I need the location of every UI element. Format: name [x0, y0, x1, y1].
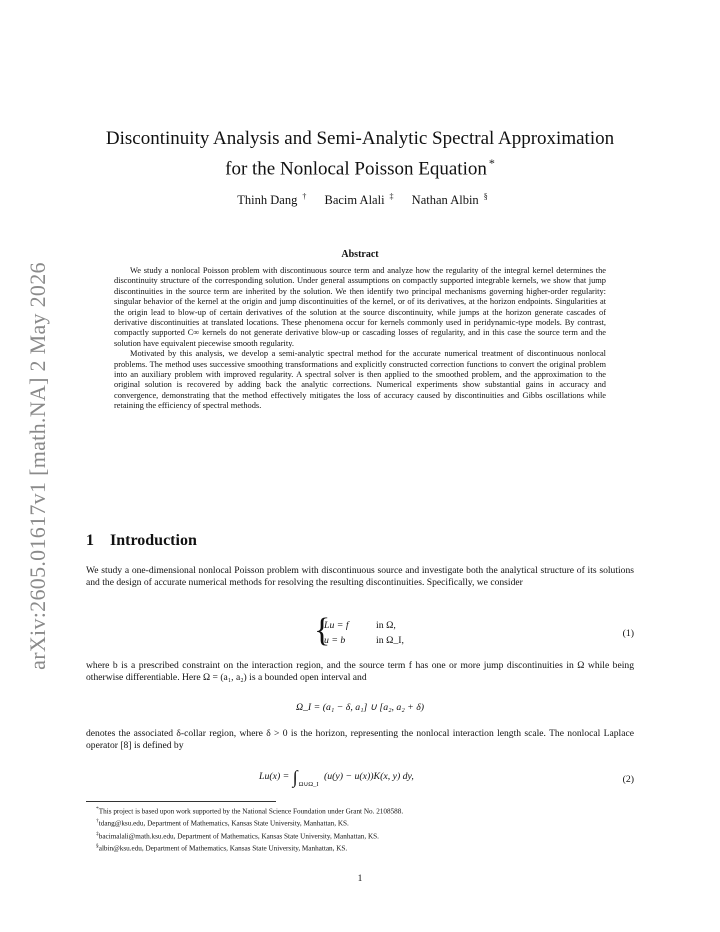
- title-line-1: Discontinuity Analysis and Semi-Analytic Spectral Approximation: [105, 128, 615, 149]
- equation-1-row-2-lhs: u = b: [324, 635, 346, 646]
- intro-paragraph-1-text: We study a one-dimensional nonlocal Poisson problem with discontinuous source and investigate both the analytical structure of its solutions and the design of accurate numerical methods for resolving the resulting discontinuities. Specifically, we consider: [86, 565, 634, 589]
- title-line-2: [60, 151, 660, 181]
- abstract-paragraph-2: Motivated by this analysis, we develop a semi-analytic spectral method for the accurate numerical treatment of discontinuous nonlocal problems. The method uses successive smoothing transformations and explicitly constructed correction functions to convert the original problem into an auxiliary problem with improved regularity. A spectral solver is then applied to the smoothed problem, and the approximation to the original solution is recovered by adding back the analytic corrections. Numerical experiments show substantial gains in accuracy and convergence, demonstrating that the method effectively mitigates the loss of accuracy caused by discontinuities and Gibbs oscillations while retaining the efficiency of spectral methods.: [114, 349, 606, 411]
- equation-omega-i: Ω_I = (a₁ − δ, a₁] ∪ [a₂, a₂ + δ): [295, 702, 425, 713]
- title-footnote-mark: *: [488, 156, 495, 170]
- author-mark: ‡: [389, 192, 394, 201]
- equation-2-label: (2): [622, 774, 634, 785]
- equation-2: [259, 767, 414, 788]
- author-name: Bacim Alali: [324, 193, 385, 208]
- footnotes: [96, 804, 403, 854]
- author: [319, 193, 393, 207]
- abstract-heading: Abstract: [341, 249, 379, 260]
- equation-1-row-2: [324, 635, 444, 646]
- author: [232, 193, 306, 207]
- footnote-mark: †: [96, 818, 99, 825]
- author-mark: †: [302, 192, 307, 201]
- section-heading: [86, 532, 197, 550]
- section-title: Introduction: [110, 532, 197, 549]
- equation-2-lhs: Lu(x) =: [259, 771, 290, 782]
- equation-1-row-2-rhs: in Ω_I,: [376, 635, 404, 646]
- equation-1-label: (1): [622, 628, 634, 639]
- intro-paragraph-3-text: denotes the associated δ-collar region, where δ > 0 is the horizon, representing the nonlocal interaction length scale. The nonlocal Laplace operator [8] is defined by: [86, 728, 634, 752]
- equation-1-row-1: [324, 620, 444, 631]
- intro-paragraph-2-text: where b is a prescribed constraint on the interaction region, and the source term f has one or more jump discontinuities in Ω while being otherwise differentiable. Here Ω = (a₁, a₂) is a bounded open interval and: [86, 660, 634, 684]
- author: [407, 193, 488, 207]
- intro-paragraph-1: [86, 565, 634, 589]
- author-mark: §: [483, 192, 488, 201]
- abstract-body: [114, 266, 606, 412]
- footnote: [96, 816, 403, 828]
- cases-brace: {: [314, 612, 331, 649]
- page-number: 1: [357, 874, 363, 884]
- section-number: 1: [86, 532, 94, 549]
- author-list: [60, 192, 660, 208]
- integral-sign: ∫: [292, 767, 298, 787]
- footnote-divider: [86, 801, 276, 802]
- arxiv-identifier-stamp: arXiv:2605.01617v1 [math.NA] 2 May 2026: [25, 262, 50, 670]
- footnote-mark: ‡: [96, 830, 99, 837]
- footnote: [96, 841, 403, 853]
- integral-domain: Ω∪Ω_I: [298, 781, 319, 788]
- footnote-mark: *: [96, 806, 99, 812]
- footnote-text: bacimalali@math.ksu.edu, Department of Mathematics, Kansas State University, Manhattan, KS.: [98, 832, 379, 841]
- intro-paragraph-2: [86, 660, 634, 684]
- footnote: [96, 804, 403, 816]
- title-line-2-text: for the Nonlocal Poisson Equation: [225, 158, 487, 180]
- footnote-text: tdang@ksu.edu, Department of Mathematics, Kansas State University, Manhattan, KS.: [98, 819, 349, 828]
- footnote-text: This project is based upon work supported by the National Science Foundation under Grant No. 2108588.: [98, 807, 404, 816]
- paper-title: [60, 126, 660, 181]
- footnote-text: albin@ksu.edu, Department of Mathematics, Kansas State University, Manhattan, KS.: [98, 844, 348, 853]
- equation-2-rhs: (u(y) − u(x))K(x, y) dy,: [323, 771, 414, 782]
- equation-1-row-1-rhs: in Ω,: [376, 620, 396, 631]
- intro-paragraph-3: [86, 728, 634, 752]
- footnote: [96, 829, 403, 841]
- author-name: Nathan Albin: [411, 193, 479, 208]
- footnote-mark: §: [96, 843, 99, 850]
- equation-1-row-1-lhs: Lu = f: [324, 620, 349, 631]
- author-name: Thinh Dang: [237, 193, 298, 208]
- abstract-paragraph-1: We study a nonlocal Poisson problem with discontinuous source term and analyze how the regularity of the integral kernel determines the discontinuity structure of the corresponding solution. Under general assumptions on compactly supported integrable kernels, we show that jump discontinuities in the source term are inherited by the solution. We then identify two principal mechanisms governing higher-order regularity: singular behavior of the kernel at the origin and jump discontinuities of the kernel, or of its derivatives, at the horizon endpoints. Singularities at the origin lead to blow-up of certain derivatives of the solution at the source discontinuity, while jumps at the horizon generate cascades of derivative discontinuities at translated locations. These phenomena occur for kernels commonly used in peridynamic-type models. By contrast, compactly supported C∞ kernels do not generate derivative blow-up or cascading losses of regularity, and in this case the source term and the solution have equivalent piecewise smooth regularity.: [114, 266, 606, 348]
